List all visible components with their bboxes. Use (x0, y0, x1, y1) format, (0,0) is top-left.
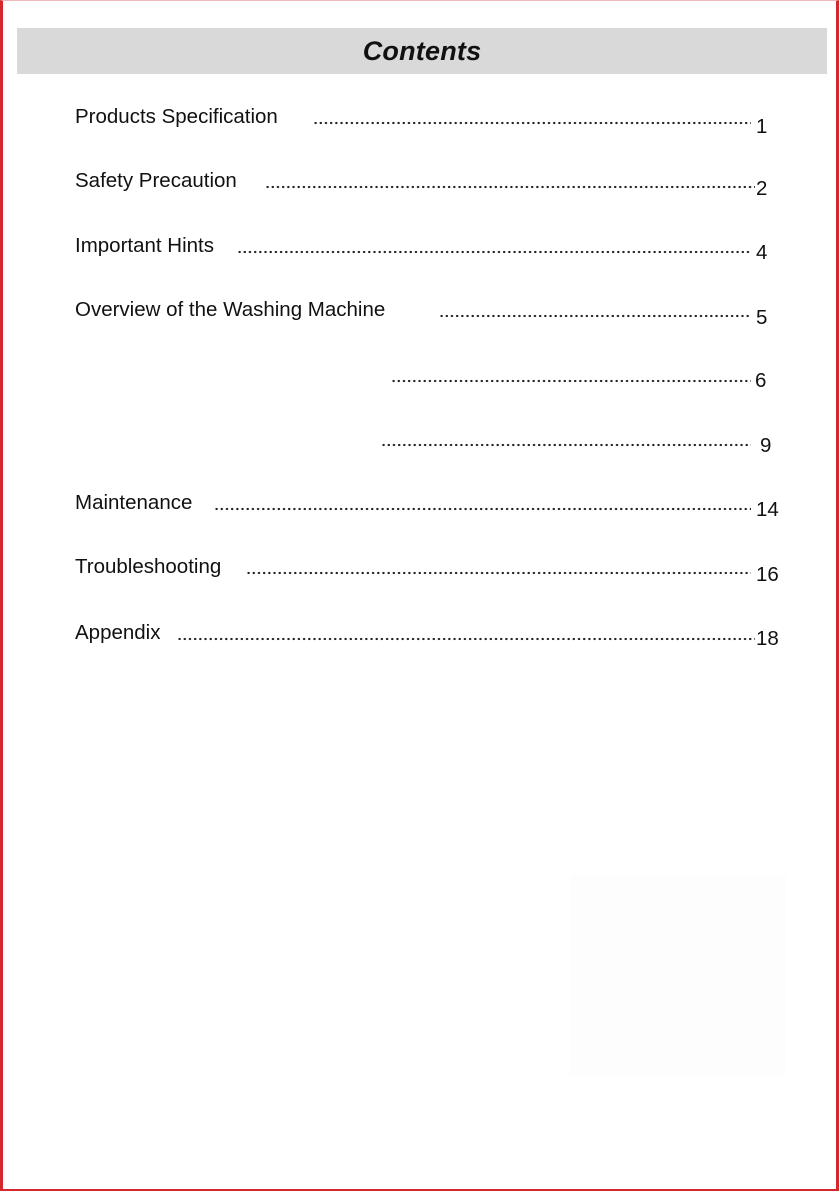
toc-entry-label: Safety Precaution (75, 169, 237, 192)
toc-dot-leader (381, 443, 751, 447)
toc-page-number: 6 (755, 369, 767, 392)
toc-page-number: 4 (756, 241, 768, 264)
toc-entry-appendix[interactable] (75, 618, 785, 648)
toc-entry-safety-precaution[interactable] (75, 166, 775, 200)
toc-entry-maintenance[interactable] (75, 488, 785, 521)
toc-page-number: 18 (756, 627, 779, 650)
toc-entry-important-hints[interactable] (75, 231, 775, 264)
toc-page-number: 9 (760, 434, 772, 457)
toc-dot-leader (246, 571, 751, 575)
contents-title: Contents (362, 35, 482, 66)
toc-dot-leader (265, 185, 755, 189)
toc-page-number: 14 (756, 498, 779, 521)
toc-dot-leader (391, 379, 751, 383)
toc-entry-page-6[interactable] (75, 360, 775, 390)
toc-dot-leader (439, 314, 751, 318)
toc-entry-label: Important Hints (75, 234, 214, 257)
toc-dot-leader (177, 637, 755, 641)
toc-dot-leader (237, 250, 751, 254)
toc-page-number: 16 (756, 563, 779, 586)
toc-page-number: 5 (756, 306, 768, 329)
toc-page-number: 2 (756, 177, 768, 200)
toc-dot-leader (313, 121, 751, 125)
toc-entry-overview-washing-machine[interactable] (75, 295, 775, 329)
toc-entry-label: Maintenance (75, 491, 193, 514)
toc-entry-label: Products Specification (75, 105, 278, 128)
toc-dot-leader (214, 507, 751, 511)
toc-entry-label: Troubleshooting (75, 555, 222, 578)
toc-entry-label: Overview of the Washing Machine (75, 298, 386, 321)
toc-page-number: 1 (756, 115, 768, 138)
toc-entry-page-9[interactable] (75, 424, 775, 457)
toc-entry-troubleshooting[interactable] (75, 552, 785, 586)
toc-entry-products-specification[interactable] (75, 102, 775, 138)
toc-entry-label: Appendix (75, 621, 161, 644)
